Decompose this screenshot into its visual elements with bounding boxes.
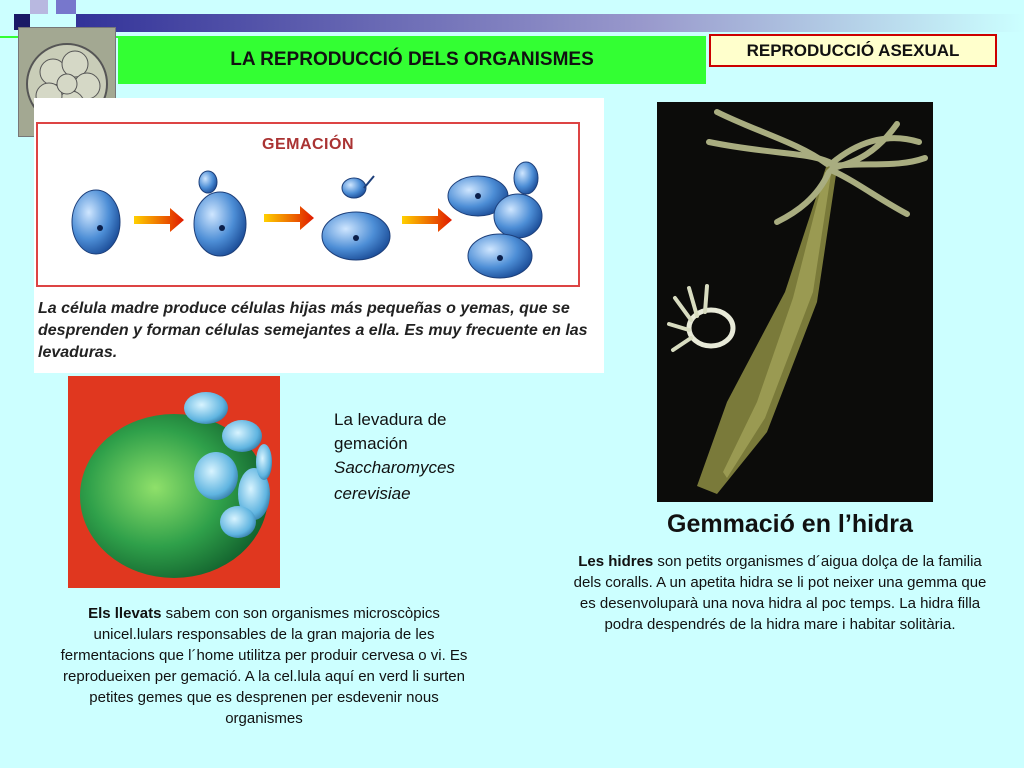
gemacion-title: GEMACIÓN	[262, 136, 354, 153]
corner-square-blue	[56, 0, 76, 14]
yeast-label-line2: gemación	[334, 434, 408, 453]
yeast-species-line2: cerevisiae	[334, 484, 411, 503]
hydra-description	[572, 551, 988, 635]
yeast-description	[52, 603, 476, 729]
yeast-label	[334, 408, 504, 506]
hydra-photo	[657, 102, 933, 502]
corner-square-light	[30, 0, 48, 14]
page-title: LA REPRODUCCIÓ DELS ORGANISMES	[230, 49, 594, 70]
topic-badge: REPRODUCCIÓ ASEXUAL	[709, 34, 997, 67]
yeast-micrograph	[68, 376, 280, 588]
hydra-text-body: son petits organismes d´aigua dolça de la familia dels coralls. A un apetita hidra se li pot neixer una gemma que es desenvoluparà una nova hidra al poc temps. La hidra filla podra despendrés de la hidra mare i habitar solitària.	[573, 553, 987, 633]
yeast-label-line1: La levadura de	[334, 410, 447, 429]
yeast-text-body: sabem con son organismes microscòpics unicel.lulars responsables de la gran majoria de les fermentacions que l´home utilitza per produir cervesa o vi. Es reprodueixen per gemació. A la cel.lula aquí en verd li surten petites gemes que es desprenen per esdevenir nous organismes	[60, 605, 468, 727]
yeast-species-line1: Saccharomyces	[334, 458, 455, 477]
header-bar	[118, 36, 706, 84]
hydra-title: Gemmació en l’hidra	[667, 510, 913, 538]
corner-gradient-bar	[76, 14, 1024, 32]
gemacion-caption: La célula madre produce células hijas más pequeñas o yemas, que se desprenden y forman células semejantes a ella. Es muy frecuente en las levaduras.	[38, 300, 588, 361]
hydra-text-bold: Les hidres	[578, 553, 654, 570]
yeast-text-bold: Els llevats	[88, 605, 162, 622]
